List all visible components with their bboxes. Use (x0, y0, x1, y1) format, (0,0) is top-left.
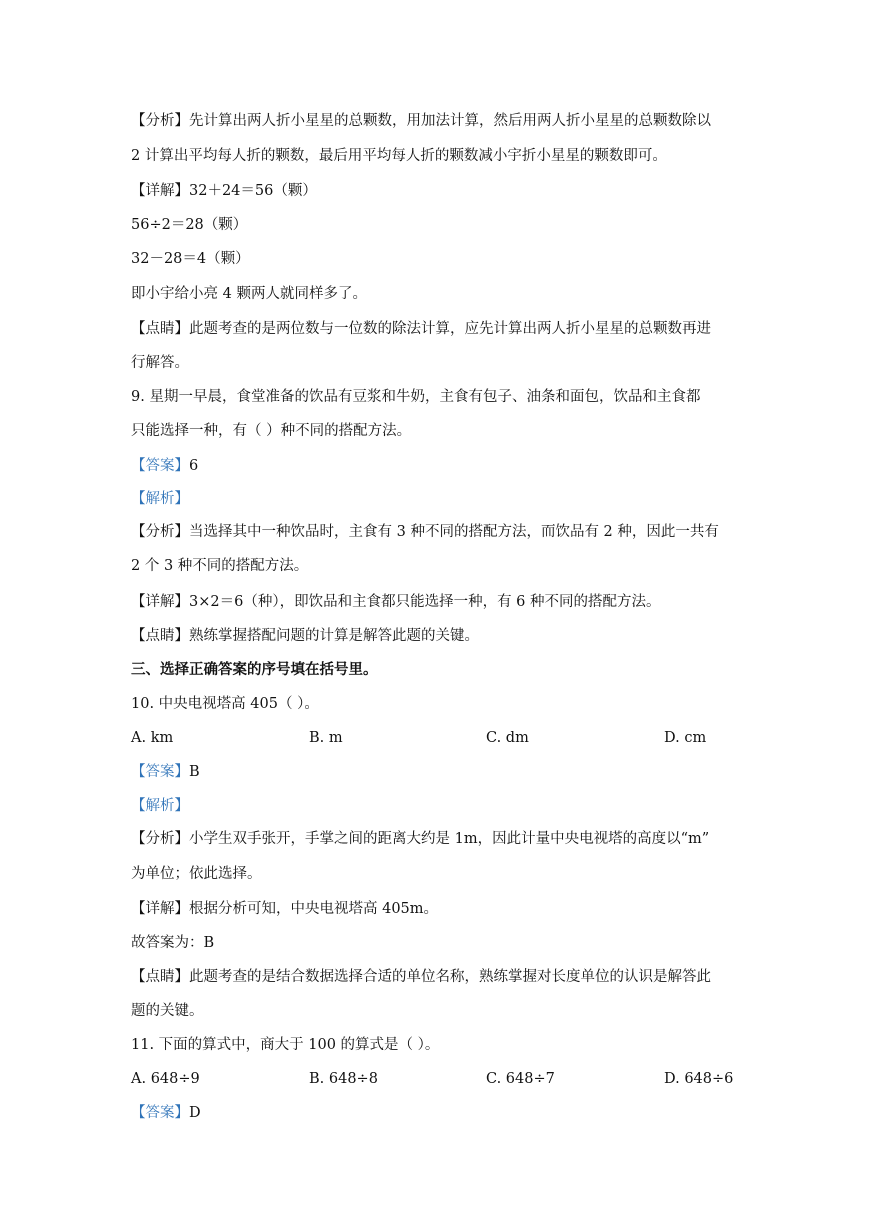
q8-step3: 32－28＝4（颗） (131, 251, 250, 267)
q10-option-a: A. km (131, 730, 174, 746)
q10-question: 10. 中央电视塔高 405（ ）。 (131, 696, 319, 712)
q9-question-cont: 只能选择一种，有（ ）种不同的搭配方法。 (131, 423, 412, 439)
q8-step2: 56÷2＝28（颗） (131, 217, 248, 233)
answer-label: 【答案】 (131, 764, 189, 780)
q10-analysis-cont: 为单位；依此选择。 (131, 866, 262, 882)
answer-label: 【答案】 (131, 1105, 189, 1121)
q9-answer-line (131, 456, 739, 476)
q9-analysis-cont: 2 个 3 种不同的搭配方法。 (131, 558, 309, 574)
q9-comment: 【点睛】熟练掌握搭配问题的计算是解答此题的关键。 (131, 628, 479, 644)
q9-detail: 【详解】3×2＝6（种），即饮品和主食都只能选择一种，有 6 种不同的搭配方法。 (131, 594, 661, 610)
q10-final: 故答案为：B (131, 935, 215, 951)
answer-value: 6 (189, 458, 199, 474)
q8-comment: 【点睛】此题考查的是两位数与一位数的除法计算，应先计算出两人折小星星的总颗数再进 (131, 321, 711, 337)
q10-comment-cont: 题的关键。 (131, 1003, 204, 1019)
q8-detail: 【详解】32＋24＝56（颗） (131, 183, 317, 199)
q10-option-c: C. dm (486, 730, 529, 746)
q10-answer-line (131, 762, 739, 782)
q8-conclusion: 即小宇给小亮 4 颗两人就同样多了。 (131, 286, 367, 302)
q10-option-b: B. m (309, 730, 343, 746)
q8-analysis: 【分析】先计算出两人折小星星的总颗数，用加法计算，然后用两人折小星星的总颗数除以 (131, 113, 711, 129)
q11-answer-line (131, 1103, 739, 1123)
q8-analysis-cont: 2 计算出平均每人折的颗数，最后用平均每人折的颗数减小宇折小星星的颗数即可。 (131, 148, 667, 164)
q9-analysis: 【分析】当选择其中一种饮品时，主食有 3 种不同的搭配方法，而饮品有 2 种，因此一共有 (131, 524, 719, 540)
answer-label: 【答案】 (131, 458, 189, 474)
q8-comment-cont: 行解答。 (131, 355, 189, 371)
q10-comment: 【点睛】此题考查的是结合数据选择合适的单位名称，熟练掌握对长度单位的认识是解答此 (131, 969, 711, 985)
q10-analysis: 【分析】小学生双手张开，手掌之间的距离大约是 1m，因此计量中央电视塔的高度以“m” (131, 831, 710, 847)
q11-option-c: C. 648÷7 (486, 1071, 555, 1087)
q9-question: 9. 星期一早晨，食堂准备的饮品有豆浆和牛奶，主食有包子、油条和面包，饮品和主食都 (131, 389, 701, 405)
q11-option-d: D. 648÷6 (664, 1071, 734, 1087)
q11-option-a: A. 648÷9 (131, 1071, 200, 1087)
answer-value: D (189, 1105, 201, 1121)
q10-explain-label: 【解析】 (131, 798, 189, 814)
q10-detail: 【详解】根据分析可知，中央电视塔高 405m。 (131, 901, 439, 917)
answer-value: B (189, 764, 200, 780)
q11-question: 11. 下面的算式中，商大于 100 的算式是（ ）。 (131, 1037, 440, 1053)
section-heading: 三、选择正确答案的序号填在括号里。 (131, 661, 378, 678)
q9-explain-label: 【解析】 (131, 491, 189, 507)
q11-option-b: B. 648÷8 (309, 1071, 378, 1087)
q10-option-d: D. cm (664, 730, 707, 746)
